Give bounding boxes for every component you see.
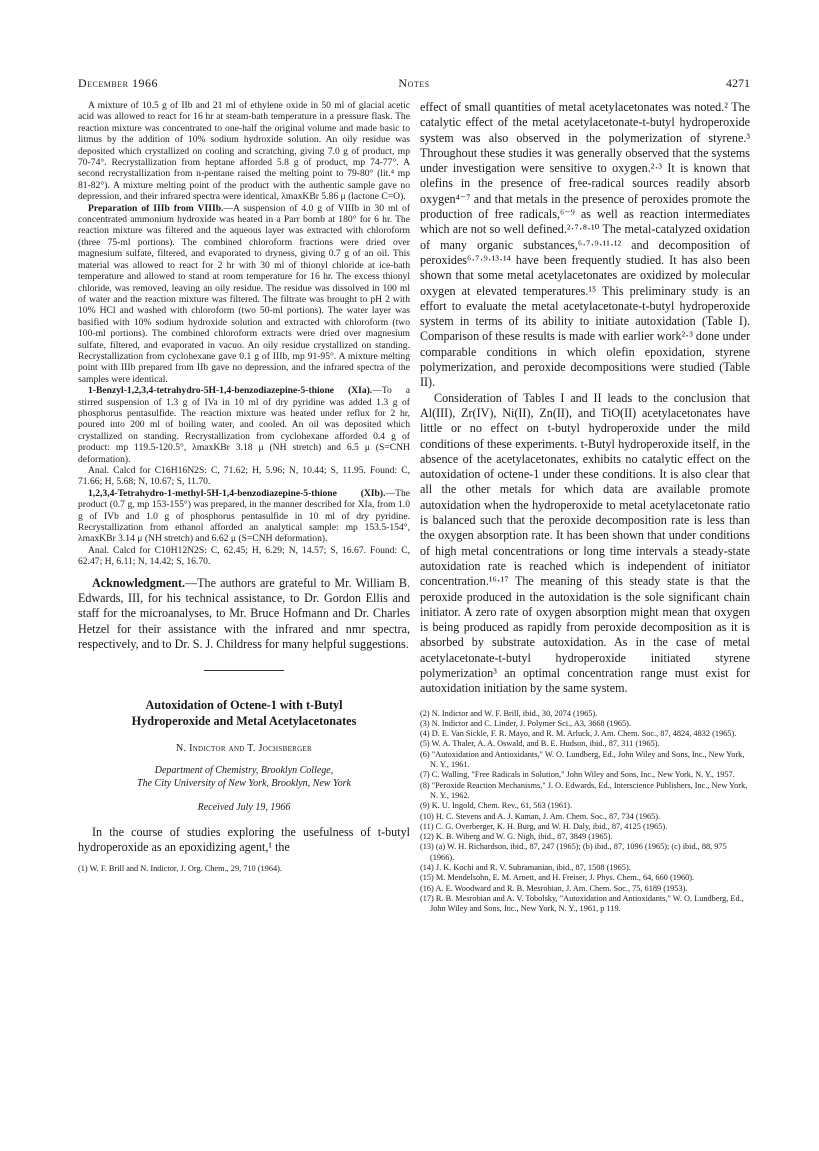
footnote-13: (13) (a) W. H. Richardson, ibid., 87, 247 (1965); (b) ibid., 87, 1096 (1965); (c) ibid., 88, 975 (1966). [420, 842, 727, 862]
header-section: Notes [398, 76, 430, 90]
article-authors: N. Indictor and T. Jochsberger [175, 743, 313, 755]
acknowledgment [78, 576, 410, 652]
intro-paragraph: In the course of studies exploring the usefulness of t-butyl hydroperoxide as an epoxidizing agent,¹ the [78, 825, 410, 855]
footnote-12: (12) K. B. Wiberg and W. G. Nigh, ibid., 87, 3849 (1965). [420, 832, 613, 842]
footnote-3: (3) N. Indictor and C. Linder, J. Polymer Sci., A3, 3668 (1965). [420, 718, 631, 728]
article-title: Autoxidation of Octene-1 with t-Butyl Hydroperoxide and Metal Acetylacetonates [131, 698, 357, 729]
subhead-xia: 1-Benzyl-1,2,3,4-tetrahydro-5H-1,4-benzodiazepine-5-thione (XIa). [88, 385, 373, 397]
footnote-8: (8) "Peroxide Reaction Mechanisms," J. O. Edwards, Ed., Interscience Publishers, Inc., New York, N. Y., 1962. [420, 780, 748, 800]
ack-heading: Acknowledgment. [92, 575, 186, 590]
experimental-section [78, 100, 410, 568]
running-header [78, 76, 750, 92]
footnote-4: (4) D. E. Van Sickle, F. R. Mayo, and R. M. Arluck, J. Am. Chem. Soc., 87, 4824, 4832 (1965). [420, 729, 737, 739]
footnote-5: (5) W. A. Thaler, A. A. Oswald, and B. E. Hudson, ibid., 87, 311 (1965). [420, 739, 660, 749]
body-xib: —The product (0.7 g, mp 153-155°) was prepared, in the manner described for XIa, from 1.0 g of IVb and 1.0 g of phosphorus pentasulfide in 10 ml of dry pyridine. Recrystallization from ethanol afforded an analytical sample: mp 153.5-154°, λmaxKBr 3.14 μ (NH stretch) and 6.62 μ (S=CNH deformation). [78, 487, 410, 545]
body-xia: —To a stirred suspension of 1.3 g of IVa in 10 ml of dry pyridine was added 1.3 g of phosphorus pentasulfide. The reaction mixture was heated under reflux for 2 hr, poured into 200 ml of boiling water, and cooled. An oil was deposited which crystallized on standing. Recrystallization from cyclohexane afforded 0.4 g of product: mp 119.5-120.5°, λmaxKBr 3.18 μ (NH stretch) and 6.5 μ (S=CNH deformation). [78, 385, 410, 465]
received-date: Received July 19, 1966 [197, 802, 291, 814]
paragraph-prep-iiib [78, 203, 410, 386]
paragraph-discussion: Consideration of Tables I and II leads to the conclusion that Al(III), Zr(IV), Ni(II), Zn(II), and TiO(II) acetylacetonates have little or no effect on t-butyl hydroperoxide under the mild conditions of these experiments. t-Butyl hydroperoxide itself, in the absence of the acetylacetonates, exhibits no catalytic effect on the autoxidation of octene-1 under these conditions. It is also clear that all the other metals for which data are available promote autoxidation when the hydroperoxide to metal acetylacetonate ratio is balanced such that the peroxide decomposition rate is less than the oxygen absorption rate. It has been shown that under conditions of high metal concentrations or long time intervals a steady-state autoxidation rate is reached which is independent of initiator concentration.¹⁶·¹⁷ The meaning of this steady state is that the peroxide produced in the autoxidation is the sole significant chain initiator. A zero rate of oxygen absorption might mean that oxygen is being produced as rapidly from peroxide decomposition as it is absorbed by substrate autoxidation. As in the case of metal acetylacetonate-t-butyl hydroperoxide initiated styrene polymerization³ an optimal concentration range must exist for autoxidation initiation by the same system. [420, 390, 750, 696]
footnote-7: (7) C. Walling, "Free Radicals in Solution," John Wiley and Sons, Inc., New York, N. Y., 1957. [420, 770, 735, 780]
right-column [420, 100, 750, 915]
footnote-16: (16) A. E. Woodward and R. B. Mesrobian, J. Am. Chem. Soc., 75, 6189 (1953). [420, 883, 688, 893]
footnote-11: (11) C. G. Overberger, K. H. Burg, and W. H. Daly, ibid., 87, 4125 (1965). [420, 821, 668, 831]
analysis-xib: Anal. Calcd for C10H12N2S: C, 62.45; H, 6.29; N, 14.57; S, 16.67. Found: C, 62.47; H, 6.11; N, 14.42; S, 16.70. [78, 544, 410, 568]
body-prep-iiib: —A suspension of 4.0 g of VIIIb in 30 ml of concentrated ammonium hydroxide was heated in a Parr bomb at 180° for 6 hr. The reaction mixture was filtered and the aqueous layer was extracted with chloroform (three 75-ml portions). The combined chloroform fractions were dried over magnesium sulfate, filtered, and evaporated to dryness, giving 0.7 g of an oil. This material was allowed to react for 2 hr with 30 ml of thionyl chloride at ice-bath temperature and allowed to stand at room temperature for 16 hr. The excess thionyl chloride, was removed, leaving an oily residue. The residue was dissolved in 100 ml of water and the reaction mixture was filtered. The filtrate was brought to pH 2 with 10% HCl and washed with chloroform (two 50-ml portions). The water layer was basified with 10% sodium hydroxide solution and extracted with chloroform (two 100-ml portions). The combined chloroform extracts were dried over magnesium sulfate, filtered, and evaporated in vacuo. An oily residue crystallized on standing. Recrystallization from cyclohexane gave 0.1 g of IIIb, mp 91-95°. A mixture melting point with IIIb prepared from IIb gave no depression, and the infrared spectra of the samples were identical. [78, 202, 411, 385]
section-divider [204, 670, 284, 671]
analysis-xia: Anal. Calcd for C16H16N2S: C, 71.62; H, 5.96; N, 10.44; S, 11.95. Found: C, 71.66; H, 5.68; N, 10.67; S, 11.70. [78, 465, 410, 488]
page-number: 4271 [726, 76, 750, 90]
footnotes [420, 709, 750, 915]
subhead-xib: 1,2,3,4-Tetrahydro-1-methyl-5H-1,4-benzodiazepine-5-thione (XIb). [88, 487, 386, 499]
footnote-10: (10) H. C. Stevens and A. J. Kaman, J. Am. Chem. Soc., 87, 734 (1965). [420, 811, 661, 821]
left-column [78, 100, 410, 874]
affiliation: Department of Chemistry, Brooklyn College, The City University of New York, Brooklyn, New York [137, 765, 351, 790]
footnote-14: (14) J. K. Kochi and R. V. Subramanian, ibid., 87, 1508 (1965). [420, 863, 631, 873]
ack-body: —The authors are grateful to Mr. William B. Edwards, III, for his technical assistance, to Dr. Gordon Ellis and staff for the microanalyses, to Mr. Bruce Hofmann and Dr. Charles Hetzel for their assistance with the infrared and nmr spectra, respectively, and to Dr. S. J. Childress for many helpful suggestions. [78, 575, 410, 651]
footnote-15: (15) M. Mendelsohn, E. M. Arnett, and H. Freiser, J. Phys. Chem., 64, 660 (1960). [420, 873, 695, 883]
footnote-17: (17) R. B. Mesrobian and A. V. Tobolsky, "Autoxidation and Antioxidants," W. O. Lundberg, Ed., John Wiley and Sons, Inc., New York, N. Y., 1961, p 119. [420, 893, 744, 914]
paragraph-xia [78, 385, 410, 465]
paragraph-lactone: A mixture of 10.5 g of IIb and 21 ml of ethylene oxide in 50 ml of glacial acetic acid was allowed to react for 16 hr at steam-bath temperature in a pressure flask. The reaction mixture was concentrated to one-half the original volume and made basic to litmus by the addition of 10% sodium hydroxide solution. An oily residue was deposited which crystallized on cooling and scratching, giving 7.0 g of product, mp 70-74°. Recrystallization from heptane afforded 5.8 g of product, mp 74-77°. A second recrystallization from n-pentane raised the melting point to 79-80° (lit.⁴ mp 81-82°). A mixture melting point of the product with the authentic sample gave no depression, and their infrared spectra were identical, λmaxKBr 5.86 μ (lactone C=O). [78, 100, 410, 203]
body-text [420, 100, 750, 697]
subhead-prep-iiib: Preparation of IIIb from VIIIb. [88, 202, 224, 214]
paragraph-xib [78, 488, 410, 545]
footnote-1: (1) W. F. Brill and N. Indictor, J. Org. Chem., 29, 710 (1964). [78, 863, 282, 873]
footnote-6: (6) "Autoxidation and Antioxidants," W. O. Lundberg, Ed., John Wiley and Sons, Inc., New York, N. Y., 1961. [420, 749, 745, 770]
header-date: December 1966 [78, 76, 158, 90]
footnote-9: (9) K. U. Ingold, Chem. Rev., 61, 563 (1961). [420, 801, 573, 811]
footnote-2: (2) N. Indictor and W. F. Brill, ibid., 30, 2074 (1965). [420, 708, 598, 718]
paragraph-background: effect of small quantities of metal acetylacetonates was noted.² The catalytic effect of the metal acetylacetonate-t-butyl hydroperoxide system was also observed in the polymerization of styrene.³ Throughout these studies it was generally observed that the systems under investigation were sensitive to oxygen.²·³ It is known that olefins in the presence of free-radical sources readily absorb oxygen⁴⁻⁷ and that metals in the presence of peroxides promote the production of free radicals,⁶⁻⁹ as well as reaction intermediates which are not so well defined.²·⁷·⁸·¹⁰ The metal-catalyzed oxidation of many organic substances,⁶·⁷·⁹·¹¹·¹² and decomposition of peroxides⁶·⁷·⁹·¹³·¹⁴ have been frequently studied. It has also been shown that some metal acetylacetonates are oxidized by molecular oxygen at elevated temperatures.¹⁵ This preliminary study is an effort to evaluate the metal acetylacetonate-t-butyl hydroperoxide system in terms of its ability to initiate autoxidation (Table I). Comparison of these results is made with earlier work²·³ done under comparable conditions in which olefin epoxidation, styrene polymerization, and peroxide decompositions were studied (Table II). [420, 100, 750, 390]
